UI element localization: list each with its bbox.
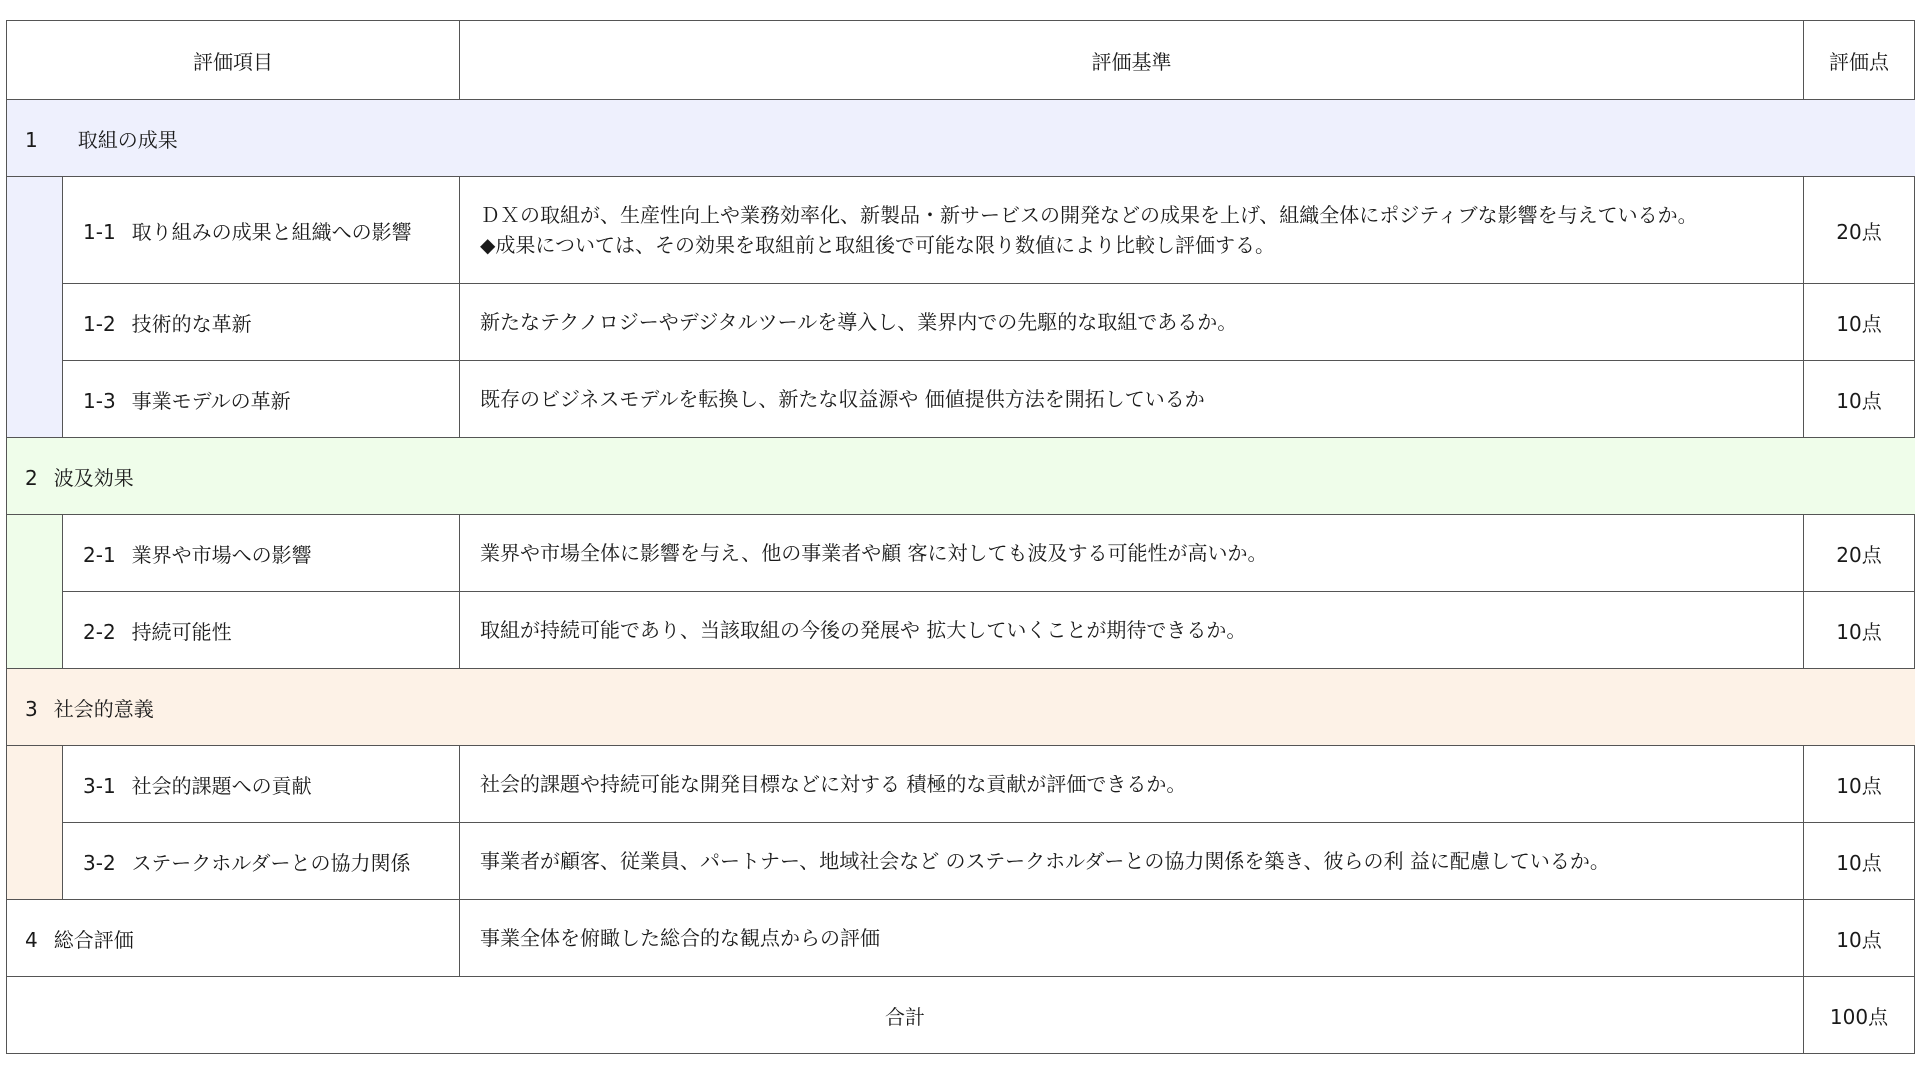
criteria-line: 業界や市場全体に影響を与え、他の事業者や顧 客に対しても波及する可能性が高いか。 [480, 541, 1268, 565]
item-title-cell [63, 284, 460, 361]
overall-title: 総合評価 [53, 927, 134, 952]
section-title: 波及効果 [53, 465, 134, 490]
header-points: 評価点 [1804, 21, 1915, 100]
overall-title-cell [7, 900, 460, 977]
overall-number: 4 [25, 927, 38, 952]
overall-criteria: 事業全体を俯瞰した総合的な観点からの評価 [460, 900, 1804, 977]
item-points: 10点 [1804, 284, 1915, 361]
total-label: 合計 [7, 977, 1804, 1054]
item-title-cell [63, 515, 460, 592]
item-row-2-2 [7, 592, 1915, 669]
overall-row [7, 900, 1915, 977]
item-title: 社会的課題への貢献 [131, 773, 312, 798]
criteria-line: ＤＸの取組が、生産性向上や業務効率化、新製品・新サービスの開発などの成果を上げ、組織全体にポジティブな影響を与えているか。 [480, 203, 1698, 227]
header-row [7, 21, 1915, 100]
total-points: 100点 [1804, 977, 1915, 1054]
header-criteria: 評価基準 [460, 21, 1804, 100]
item-number: 2-1 [83, 542, 116, 567]
item-criteria-cell [460, 284, 1804, 361]
section-number: 1 [25, 127, 38, 152]
item-row-1-2 [7, 284, 1915, 361]
item-criteria-cell [460, 361, 1804, 438]
item-criteria-cell [460, 746, 1804, 823]
item-points: 20点 [1804, 177, 1915, 284]
section-number: 2 [25, 465, 38, 490]
section-title-cell [7, 438, 1915, 515]
item-title: 事業モデルの革新 [131, 388, 291, 413]
item-number: 1-2 [83, 311, 116, 336]
item-row-2-1 [7, 515, 1915, 592]
item-points: 10点 [1804, 823, 1915, 900]
item-title-cell [63, 361, 460, 438]
item-title: 技術的な革新 [131, 311, 252, 336]
item-number: 3-1 [83, 773, 116, 798]
criteria-line: 社会的課題や持続可能な開発目標などに対する 積極的な貢献が評価できるか。 [480, 772, 1187, 796]
section-indent-3 [7, 746, 63, 900]
item-points: 10点 [1804, 361, 1915, 438]
criteria-line: 事業者が顧客、従業員、パートナー、地域社会など のステークホルダーとの協力関係を築き、彼らの利 益に配慮しているか。 [480, 849, 1610, 873]
item-title-cell [63, 177, 460, 284]
item-title: ステークホルダーとの協力関係 [131, 850, 411, 875]
criteria-line: 取組が持続可能であり、当該取組の今後の発展や 拡大していくことが期待できるか。 [480, 618, 1247, 642]
section-row-3 [7, 669, 1915, 746]
item-points: 10点 [1804, 592, 1915, 669]
section-indent-2 [7, 515, 63, 669]
total-row [7, 977, 1915, 1054]
section-indent-1 [7, 177, 63, 438]
item-criteria-cell [460, 823, 1804, 900]
item-criteria-cell [460, 177, 1804, 284]
item-row-3-1 [7, 746, 1915, 823]
item-title-cell [63, 746, 460, 823]
evaluation-table-wrapper [6, 20, 1915, 1054]
item-number: 1-1 [83, 219, 116, 244]
overall-points: 10点 [1804, 900, 1915, 977]
item-points: 20点 [1804, 515, 1915, 592]
section-title-cell [7, 669, 1915, 746]
header-item: 評価項目 [7, 21, 460, 100]
criteria-line: 既存のビジネスモデルを転換し、新たな収益源や 価値提供方法を開拓しているか [480, 387, 1205, 411]
criteria-line: 新たなテクノロジーやデジタルツールを導入し、業界内での先駆的な取組であるか。 [480, 310, 1238, 334]
item-number: 1-3 [83, 388, 116, 413]
section-title: 社会的意義 [53, 696, 154, 721]
item-criteria-cell [460, 515, 1804, 592]
item-criteria-cell [460, 592, 1804, 669]
criteria-line: ◆成果については、その効果を取組前と取組後で可能な限り数値により比較し評価する。 [480, 233, 1275, 257]
section-title: 取組の成果 [77, 127, 178, 152]
item-points: 10点 [1804, 746, 1915, 823]
item-row-1-1 [7, 177, 1915, 284]
item-row-1-3 [7, 361, 1915, 438]
item-title: 業界や市場への影響 [131, 542, 312, 567]
item-title-cell [63, 823, 460, 900]
item-number: 3-2 [83, 850, 116, 875]
section-row-1 [7, 100, 1915, 177]
section-title-cell [7, 100, 1915, 177]
item-title: 取り組みの成果と組織への影響 [131, 219, 412, 244]
item-number: 2-2 [83, 619, 116, 644]
item-row-3-2 [7, 823, 1915, 900]
section-row-2 [7, 438, 1915, 515]
item-title: 持続可能性 [131, 619, 232, 644]
section-number: 3 [25, 696, 38, 721]
item-title-cell [63, 592, 460, 669]
evaluation-table [6, 20, 1915, 1054]
